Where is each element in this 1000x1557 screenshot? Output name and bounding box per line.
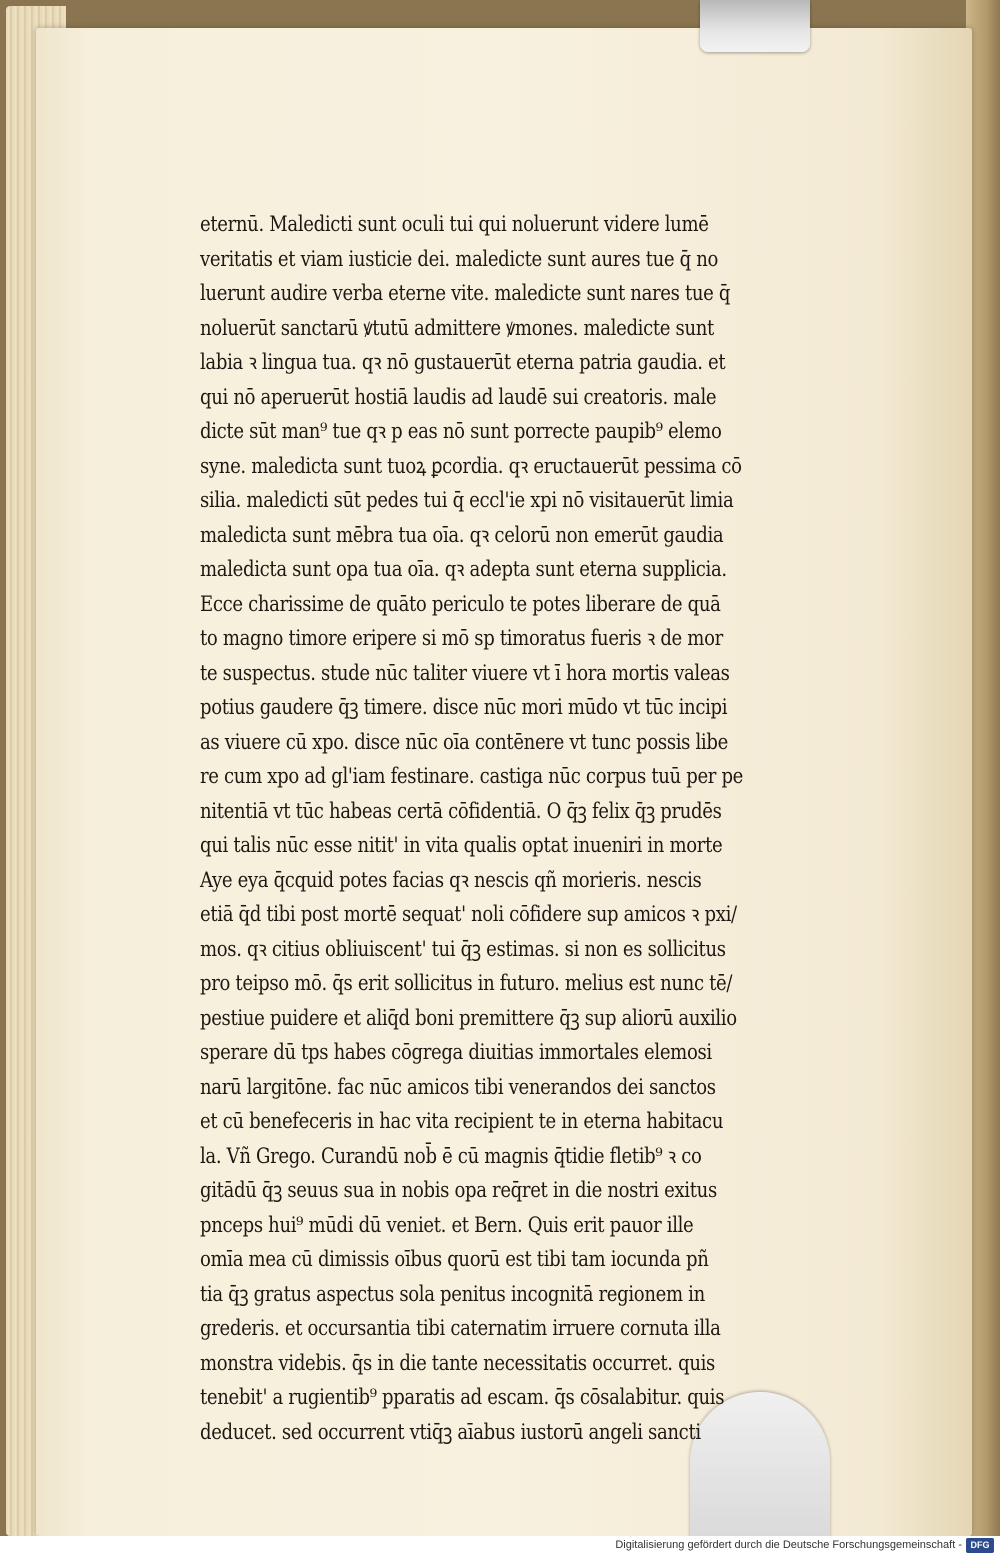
text-line: pestiue puidere et aliq̄d boni premittere q̄ꝫ sup aliorū auxilio [200, 1005, 737, 1030]
text-line: nitentiā vt tūc habeas certā cōfidentiā. O q̄ꝫ felix q̄ꝫ prudēs [200, 798, 722, 823]
text-line: omīa mea cū dimissis oībus quorū est tibi tam iocunda pñ [200, 1247, 709, 1271]
text-line: labia ꝛ lingua tua. qꝛ nō gustauerūt eterna patria gaudia. et [200, 350, 726, 374]
text-line: Ecce charissime de quāto periculo te potes liberare de quā [200, 591, 721, 616]
text-line: noluerūt sanctarū ꝟtutū admittere ꝟmones. maledicte sunt [200, 315, 714, 340]
text-line: narū largitōne. fac nūc amicos tibi venerandos dei sanctos [200, 1074, 716, 1099]
text-line: te suspectus. stude nūc taliter viuere vt ī hora mortis valeas [200, 660, 730, 685]
text-line: luerunt audire verba eterne vite. maledicte sunt nares tue q̄ [200, 281, 731, 305]
text-line: qui talis nūc esse nitit' in vita qualis optat inueniri in morte [200, 833, 723, 857]
text-line: sperare dū tps habes cōgrega diuitias immortales elemosi [200, 1040, 712, 1064]
text-line: silia. maledicti sūt pedes tui q̄ eccl'ie xpi nō visitauerūt limia [200, 488, 734, 512]
text-line: potius gaudere q̄ꝫ timere. disce nūc mori mūdo vt tūc incipi [200, 695, 728, 719]
text-line: gitādū q̄ꝫ seuus sua in nobis opa req̄ret in die nostri exitus [200, 1178, 717, 1202]
text-line: re cum xpo ad gl'iam festinare. castiga nūc corpus tuū per pe [200, 764, 744, 788]
page-clip-top [700, 0, 810, 52]
footer [0, 1536, 1000, 1557]
text-line: syne. maledicta sunt tuoꝝ ꝑcordia. qꝛ eructauerūt pessima cō [200, 453, 742, 478]
text-line: qui nō aperuerūt hostiā laudis ad laudē sui creatoris. male [200, 384, 717, 409]
text-line: deducet. sed occurrent vtiq̄ꝫ aīabus iustorū angeli sancti [200, 1419, 701, 1444]
text-line: maledicta sunt opa tua oīa. qꝛ adepta sunt eterna supplicia. [200, 557, 727, 581]
text-line: pro teipso mō. q̄s erit sollicitus in futuro. melius est nunc tē/ [200, 971, 733, 995]
text-line: la. Vñ Grego. Curandū nob̄ ē cū magnis q̄tidie fletib⁹ ꝛ co [200, 1143, 702, 1168]
text-line: pnceps hui⁹ mūdi dū veniet. et Bern. Quis erit pauor ille [200, 1212, 694, 1237]
text-line: as viuere cū xpo. disce nūc oīa contēnere vt tunc possis libe [200, 729, 728, 754]
text-line: et cū benefeceris in hac vita recipient te in eterna habitacu [200, 1109, 724, 1133]
text-block [200, 207, 850, 1449]
text-line: to magno timore eripere si mō sp timoratus fueris ꝛ de mor [200, 626, 723, 650]
dfg-logo: DFG [966, 1538, 994, 1553]
text-line: mos. qꝛ citius obliuiscent' tui q̄ꝫ estimas. si non es sollicitus [200, 936, 726, 961]
text-line: Aye eya q̄cquid potes facias qꝛ nescis qñ morieris. nescis [200, 867, 702, 892]
text-line: tia q̄ꝫ gratus aspectus sola penitus incognitā regionem in [200, 1281, 705, 1306]
text-line: grederis. et occursantia tibi caternatim irruere cornuta illa [200, 1316, 721, 1340]
text-line: veritatis et viam iusticie dei. maledicte sunt aures tue q̄ no [200, 246, 719, 271]
text-line: eternū. Maledicti sunt oculi tui qui noluerunt videre lumē [200, 212, 709, 236]
text-line: monstra videbis. q̄s in die tante necessitatis occurret. quis [200, 1350, 715, 1375]
text-line: dicte sūt man⁹ tue qꝛ p eas nō sunt porrecte paupib⁹ elemo [200, 419, 722, 443]
text-line: maledicta sunt mēbra tua oīa. qꝛ celorū non emerūt gaudia [200, 522, 724, 547]
footer-credit: Digitalisierung gefördert durch die Deutsche Forschungsgemeinschaft - [615, 1539, 962, 1551]
text-line: etiā q̄d tibi post mortē sequat' noli cōfidere sup amicos ꝛ pxi/ [200, 902, 737, 926]
text-line: tenebit' a rugientib⁹ pparatis ad escam. q̄s cōsalabitur. quis [200, 1385, 725, 1409]
